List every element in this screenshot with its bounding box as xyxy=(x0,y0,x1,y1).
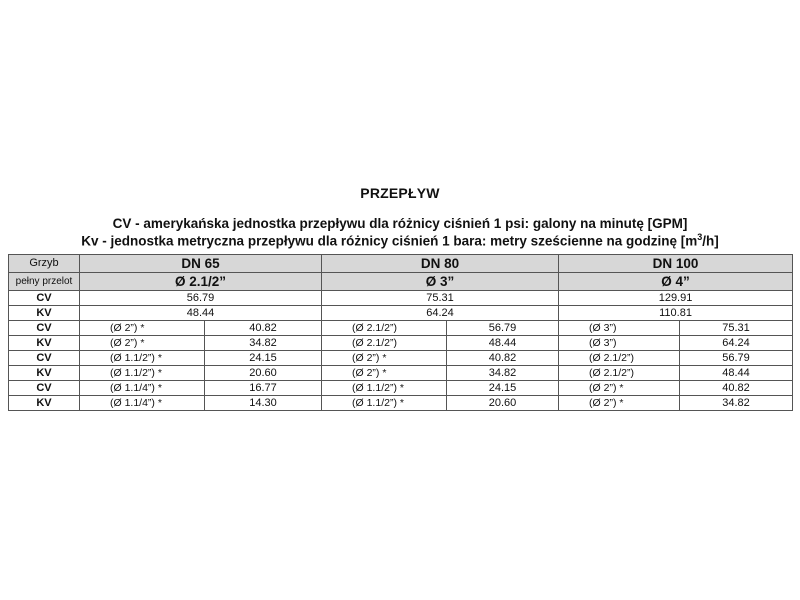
cv-definition: CV - amerykańska jednostka przepływu dla różnicy ciśnień 1 psi: galony na minutę [GPM] xyxy=(112,216,688,231)
reduced-bore-size: (Ø 1.1/2”) * xyxy=(322,396,447,411)
kv-value: 48.44 xyxy=(80,306,322,321)
kv-definition-text: Kv - jednostka metryczna przepływu dla różnicy ciśnień 1 bara: metry sześcienne na godzinę [m xyxy=(81,233,698,249)
reduced-bore-value: 48.44 xyxy=(447,336,559,351)
reduced-bore-value: 20.60 xyxy=(447,396,559,411)
reduced-bore-value: 64.24 xyxy=(680,336,793,351)
reduced-bore-size: (Ø 3”) xyxy=(559,321,680,336)
full-kv-row xyxy=(9,306,793,321)
reduced-bore-size: (Ø 1.1/2”) * xyxy=(322,381,447,396)
reduced-bore-size: (Ø 2.1/2”) xyxy=(322,336,447,351)
header-row-dn xyxy=(9,255,793,273)
reduced-bore-size: (Ø 2”) * xyxy=(559,381,680,396)
reduced-row xyxy=(9,381,793,396)
full-cv-row xyxy=(9,291,793,306)
reduced-bore-value: 24.15 xyxy=(447,381,559,396)
reduced-bore-value: 40.82 xyxy=(447,351,559,366)
cv-value: 75.31 xyxy=(322,291,559,306)
reduced-bore-size: (Ø 2”) * xyxy=(80,336,205,351)
reduced-bore-value: 34.82 xyxy=(205,336,322,351)
reduced-bore-value: 40.82 xyxy=(205,321,322,336)
reduced-bore-size: (Ø 1.1/4”) * xyxy=(80,396,205,411)
reduced-bore-size: (Ø 3”) xyxy=(559,336,680,351)
reduced-bore-value: 75.31 xyxy=(680,321,793,336)
reduced-bore-size: (Ø 2.1/2”) xyxy=(322,321,447,336)
reduced-bore-value: 24.15 xyxy=(205,351,322,366)
cv-value: 56.79 xyxy=(80,291,322,306)
kv-value: 64.24 xyxy=(322,306,559,321)
header-row-diameter xyxy=(9,273,793,291)
row-label: CV xyxy=(9,381,80,396)
reduced-row xyxy=(9,321,793,336)
row-label: CV xyxy=(9,291,80,306)
reduced-bore-value: 34.82 xyxy=(447,366,559,381)
reduced-bore-size: (Ø 2”) * xyxy=(80,321,205,336)
reduced-bore-size: (Ø 1.1/4”) * xyxy=(80,381,205,396)
reduced-bore-value: 14.30 xyxy=(205,396,322,411)
row-label: KV xyxy=(9,336,80,351)
cv-value: 129.91 xyxy=(559,291,793,306)
flow-table-body xyxy=(9,255,793,411)
diameter-header: Ø 2.1/2” xyxy=(80,273,322,291)
row-label: CV xyxy=(9,351,80,366)
kv-value: 110.81 xyxy=(559,306,793,321)
reduced-row xyxy=(9,396,793,411)
reduced-bore-size: (Ø 2.1/2”) xyxy=(559,351,680,366)
flow-table xyxy=(8,254,793,411)
reduced-row xyxy=(9,336,793,351)
reduced-bore-value: 40.82 xyxy=(680,381,793,396)
reduced-row xyxy=(9,366,793,381)
dn-header: DN 100 xyxy=(559,255,793,273)
dn-header: DN 65 xyxy=(80,255,322,273)
reduced-bore-size: (Ø 2”) * xyxy=(559,396,680,411)
diameter-header: Ø 4” xyxy=(559,273,793,291)
reduced-bore-size: (Ø 1.1/2”) * xyxy=(80,351,205,366)
dn-header: DN 80 xyxy=(322,255,559,273)
reduced-bore-value: 48.44 xyxy=(680,366,793,381)
reduced-bore-size: (Ø 2”) * xyxy=(322,366,447,381)
reduced-bore-size: (Ø 2”) * xyxy=(322,351,447,366)
kv-definition xyxy=(0,232,800,249)
kv-definition-end: /h] xyxy=(702,233,719,249)
reduced-row xyxy=(9,351,793,366)
kv-definition-superscript: 3 xyxy=(697,232,703,242)
doc-title: PRZEPŁYW xyxy=(360,185,440,201)
reduced-bore-value: 56.79 xyxy=(680,351,793,366)
row-label: KV xyxy=(9,366,80,381)
reduced-bore-value: 34.82 xyxy=(680,396,793,411)
row-label: KV xyxy=(9,396,80,411)
diameter-header: Ø 3” xyxy=(322,273,559,291)
reduced-bore-size: (Ø 2.1/2”) xyxy=(559,366,680,381)
reduced-bore-size: (Ø 1.1/2”) * xyxy=(80,366,205,381)
reduced-bore-value: 16.77 xyxy=(205,381,322,396)
row-label: KV xyxy=(9,306,80,321)
reduced-bore-value: 20.60 xyxy=(205,366,322,381)
row-label: CV xyxy=(9,321,80,336)
reduced-bore-value: 56.79 xyxy=(447,321,559,336)
corner-label-top: Grzyb xyxy=(9,255,80,273)
corner-label-bottom: pełny przelot xyxy=(9,273,80,291)
